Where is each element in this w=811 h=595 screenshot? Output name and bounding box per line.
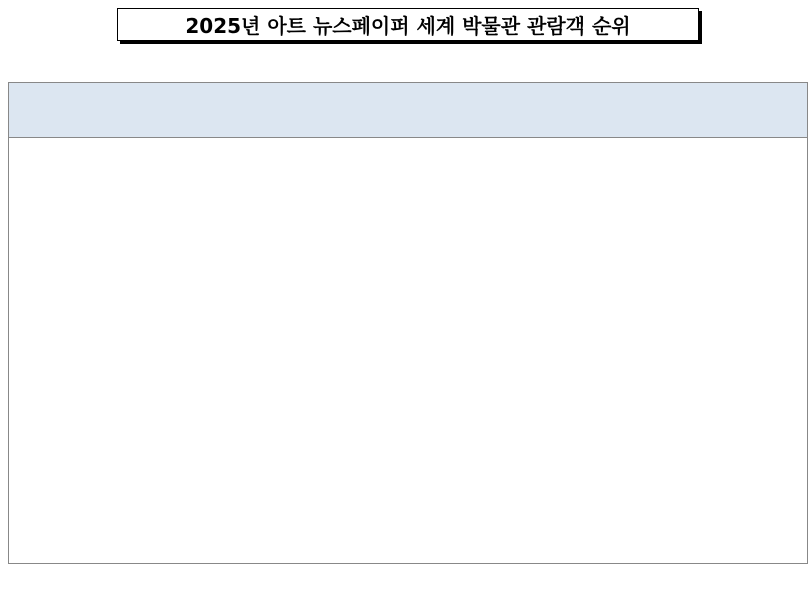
page-title: 2025년 아트 뉴스페이퍼 세계 박물관 관람객 순위	[117, 8, 699, 41]
ranking-table	[8, 82, 808, 564]
table-header	[9, 83, 807, 138]
